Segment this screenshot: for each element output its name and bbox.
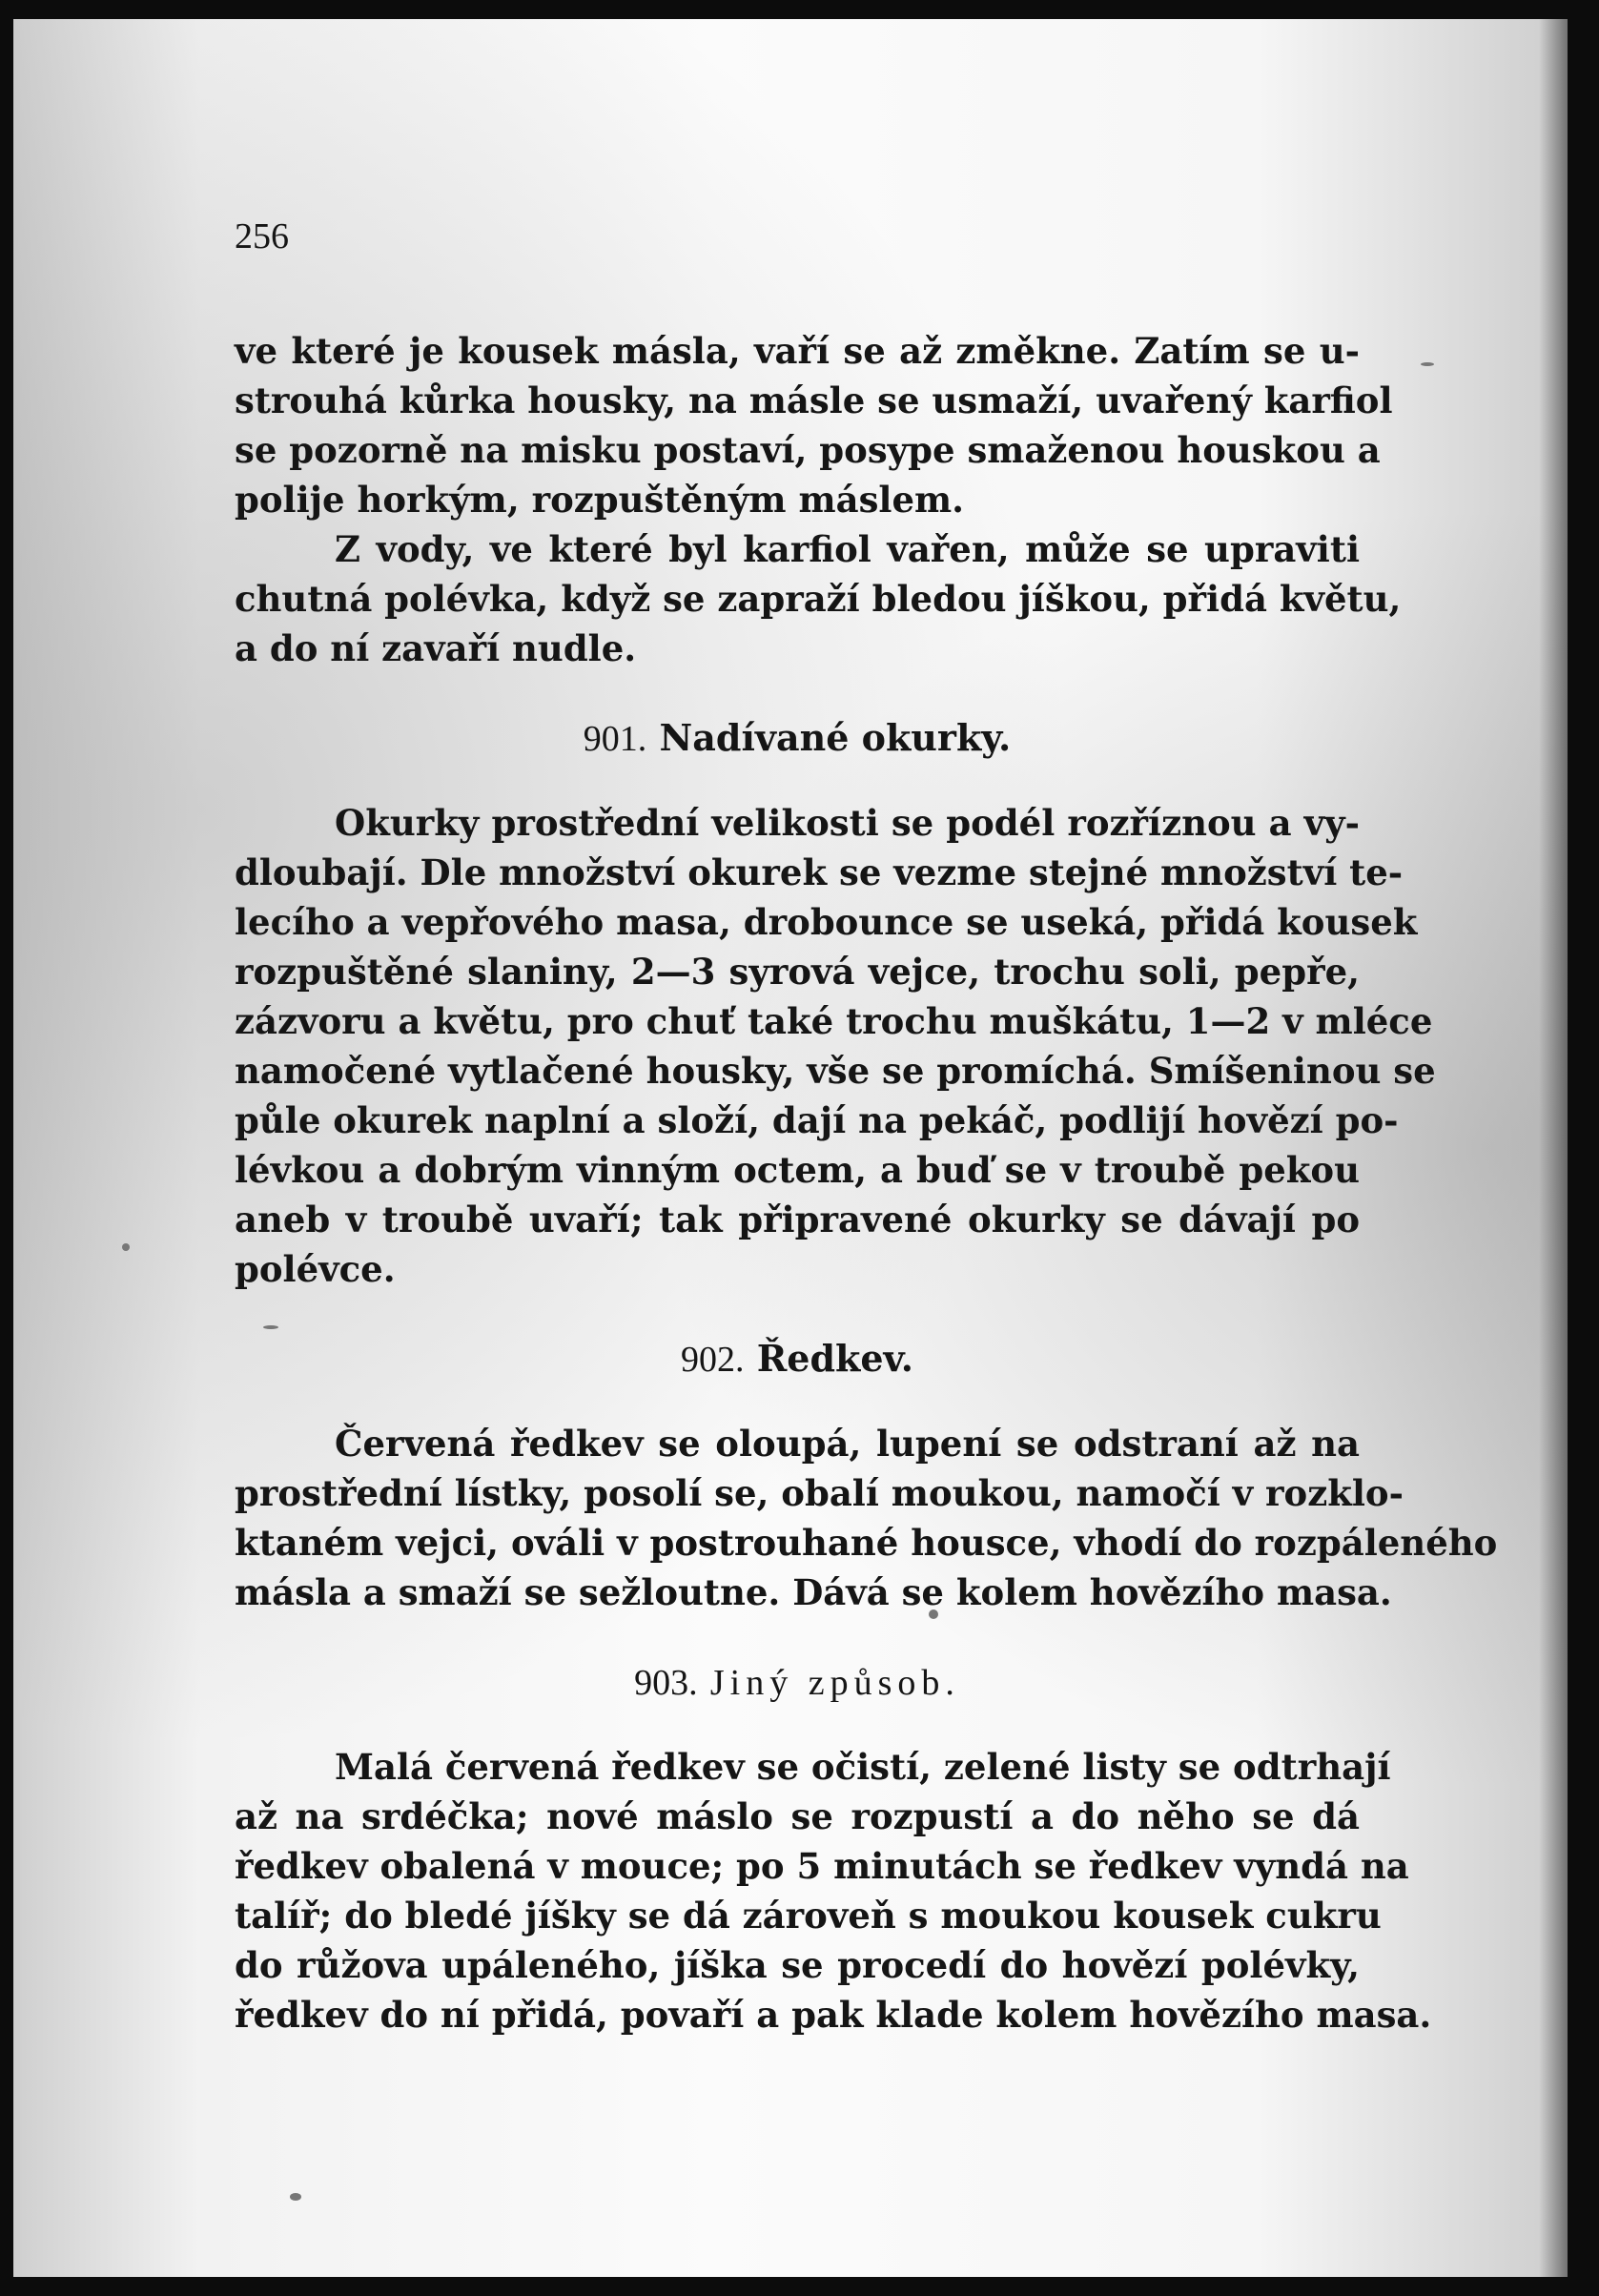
text-line: prostřední lístky, posolí se, obalí moukou, namočí v rozklo- [235, 1472, 1404, 1514]
text-line: lecího a vepřového masa, drobounce se useká, přidá kousek [235, 901, 1418, 943]
recipe-title: Ředkev. [756, 1337, 914, 1380]
text-line: ředkev do ní přidá, povaří a pak klade kolem hovězího masa. [235, 1994, 1432, 2036]
recipe-number: 903. [634, 1663, 698, 1703]
recipe-heading-902 [235, 1334, 1360, 1384]
book-page [13, 19, 1568, 2277]
text-line: polévce. [235, 1248, 396, 1290]
text-line: do růžova upáleného, jíška se procedí do hovězí polévky, [235, 1944, 1360, 1986]
paper-speck [290, 2193, 301, 2201]
recipe-heading-903 [235, 1657, 1360, 1708]
recipe-title: Nadívané okurky. [659, 716, 1012, 759]
text-line: ktaném vejci, ováli v postrouhané housce, vhodí do rozpáleného [235, 1522, 1498, 1564]
paper-speck [1421, 362, 1434, 366]
text-line: rozpuštěné slaniny, 2—3 syrová vejce, trochu soli, pepře, [235, 951, 1360, 993]
recipe-body-902 [235, 1419, 1498, 1617]
text-line: až na srdéčka; nové máslo se rozpustí a do něho se dá [235, 1795, 1360, 1837]
text-line: talíř; do bledé jíšky se dá zároveň s moukou kousek cukru [235, 1895, 1382, 1937]
text-line: Okurky prostřední velikosti se podél rozříznou a vy- [335, 802, 1360, 844]
book-spine-shadow [1539, 19, 1568, 2277]
text-line: strouhá kůrka housky, na másle se usmaží, uvařený karfiol [235, 379, 1393, 421]
text-line: a do ní zavaří nudle. [235, 627, 637, 669]
text-line: másla a smaží se sežloutne. Dává se kolem hovězího masa. [235, 1571, 1392, 1613]
recipe-heading-901 [235, 713, 1360, 764]
text-line: Červená ředkev se oloupá, lupení se odstraní až na [335, 1423, 1360, 1465]
text-line: půle okurek naplní a složí, dají na pekáč, podlijí hovězí po- [235, 1099, 1399, 1141]
text-line: se pozorně na misku postaví, posype smaženou houskou a [235, 429, 1381, 471]
recipe-body-903 [235, 1742, 1432, 2040]
text-line: Malá červená ředkev se očistí, zelené listy se odtrhají [335, 1746, 1391, 1788]
page-number: 256 [235, 216, 289, 256]
text-line: namočené vytlačené housky, vše se promíchá. Smíšeninou se [235, 1050, 1436, 1092]
text-line: ve které je kousek másla, vaří se až změkne. Zatím se u- [235, 330, 1360, 372]
paper-speck [122, 1243, 130, 1251]
recipe-body-901 [235, 798, 1436, 1294]
intro-paragraph-2 [235, 524, 1402, 673]
text-line: chutná polévka, když se zapraží bledou jíškou, přidá květu, [235, 578, 1402, 620]
text-line: lévkou a dobrým vinným octem, a buď se v troubě pekou [235, 1149, 1360, 1191]
text-line: zázvoru a květu, pro chuť také trochu muškátu, 1—2 v mléce [235, 1000, 1433, 1042]
text-line: dloubají. Dle množství okurek se vezme stejné množství te- [235, 851, 1404, 893]
page-text [235, 216, 1498, 2040]
text-line: polije horkým, rozpuštěným máslem. [235, 479, 965, 521]
text-line: Z vody, ve které byl karfiol vařen, může se upraviti [335, 528, 1360, 570]
text-line: ředkev obalená v mouce; po 5 minutách se ředkev vyndá na [235, 1845, 1409, 1887]
recipe-number: 901. [583, 719, 647, 759]
recipe-title: Jiný způsob. [709, 1663, 960, 1703]
recipe-number: 902. [680, 1340, 745, 1380]
text-line: aneb v troubě uvaří; tak připravené okurky se dávají po [235, 1199, 1360, 1240]
intro-paragraph [235, 326, 1393, 524]
